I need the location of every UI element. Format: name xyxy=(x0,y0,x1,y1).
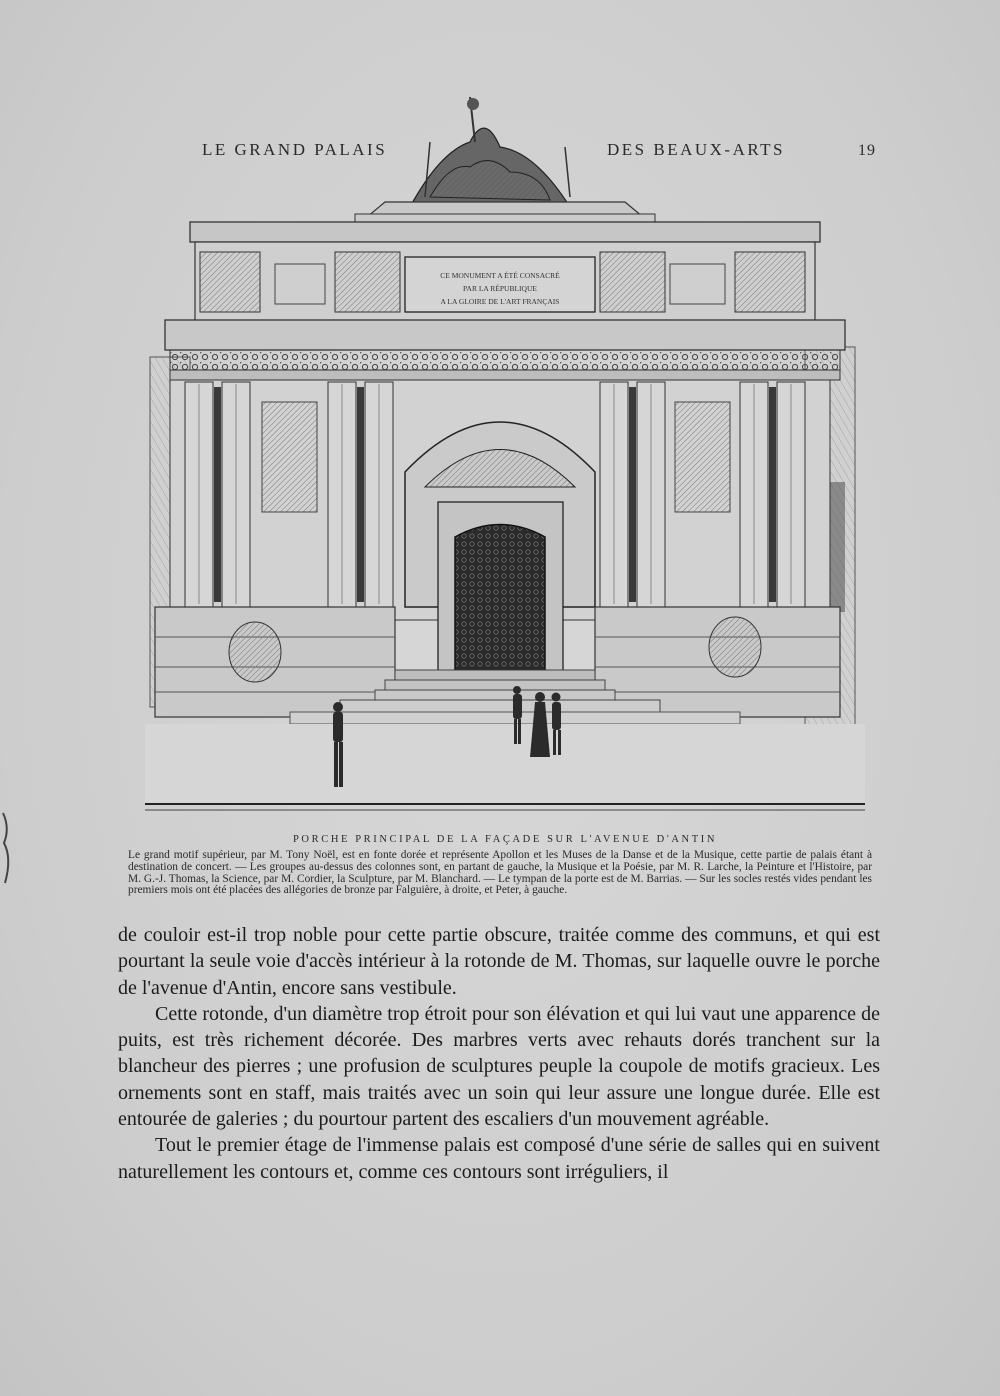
facade-engraving xyxy=(140,92,870,822)
apollo-sculpture-group xyxy=(410,97,570,207)
inscription-line-3: A LA GLOIRE DE L'ART FRANÇAIS xyxy=(440,297,560,306)
paragraph-rotonde: Cette rotonde, d'un diamètre trop étroit pour son élévation et qui lui vaut une apparence de puits, est très richement décorée. Des marbres verts avec rehauts dorés tranchent sur la blancheur des pierres ; une profusion de sculptures peuple la coupole de motifs gracieux. Les ornements sont en staff, mais traités avec un soin qui leur assure une longue durée. Elle est entourée de galeries ; du pourtour partent des escaliers d'un mouvement agréable. xyxy=(118,1002,880,1131)
caption-title: PORCHE PRINCIPAL DE LA FAÇADE SUR L'AVENUE D'ANTIN xyxy=(292,834,717,845)
inscription-line-2: PAR LA RÉPUBLIQUE xyxy=(463,284,537,293)
caption-text: Le grand motif supérieur, par M. Tony Noël, est en fonte dorée et représente Apollon et les Muses de la Danse et de la Musique, cette partie de palais étant à destination de concert. — Les groupes au-dessus des colonnes sont, en partant de gauche, la Musique et la Poésie, par M. R. Larche, la Peinture et l'Histoire, par M. G.-J. Thomas, la Science, par M. Cordier, la Sculpture, par M. Blanchard. — Le tympan de la porte est de M. Barrias. — Sur les socles restés vides pendant les premiers mois ont été placées des allégories de bronze par Falguière, à droite, et Peter, à gauche. xyxy=(128,849,872,897)
paragraph-premier-etage: Tout le premier étage de l'immense palais est composé d'une série de salles qui en suivent naturellement les contours et, comme ces contours sont irréguliers, il xyxy=(118,1134,880,1183)
body-text xyxy=(118,922,880,1185)
inscription-line-1: CE MONUMENT A ÉTÉ CONSACRÉ xyxy=(440,271,560,280)
page-number: 19 xyxy=(858,142,876,159)
running-head-left: LE GRAND PALAIS xyxy=(202,140,388,159)
margin-smudge xyxy=(0,808,16,888)
running-head-right: DES BEAUX-ARTS xyxy=(607,140,786,159)
paragraph-continuation: de couloir est-il trop noble pour cette partie obscure, traitée comme des communs, et qui est pourtant la seule voie d'accès intérieur à la rotonde de M. Thomas, sur laquelle ouvre le porche de l'avenue d'Antin, encore sans vestibule. xyxy=(118,924,880,999)
